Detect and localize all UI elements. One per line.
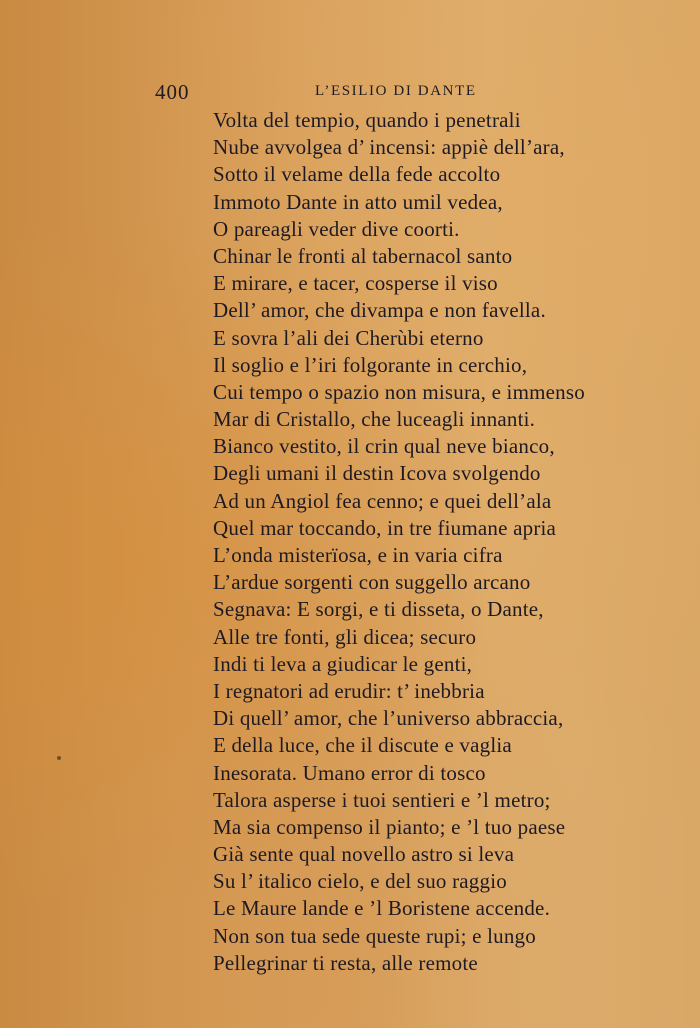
verse-line: Ma sia compenso il pianto; e ’l tuo paese — [213, 814, 566, 839]
verse-line: O pareagli veder dive coorti. — [213, 216, 460, 241]
verse-line: Volta del tempio, quando i penetrali — [213, 108, 521, 132]
verse-line: Il soglio e l’iri folgorante in cerchio, — [213, 352, 528, 377]
poem-text — [213, 107, 585, 977]
verse-line: Chinar le fronti al tabernacol santo — [213, 243, 513, 268]
verse-line: Alle tre fonti, gli dicea; securo — [213, 624, 477, 649]
verse-line: Ad un Angiol fea cenno; e quei dell’ala — [213, 488, 552, 513]
verse-line: Cui tempo o spazio non misura, e immenso — [213, 379, 585, 404]
page-header — [155, 80, 575, 104]
verse-line: I regnatori ad erudir: t’ inebbria — [213, 678, 485, 703]
verse-line: Quel mar toccando, in tre fiumane apria — [213, 515, 557, 540]
verse-line: Le Maure lande e ’l Boristene accende. — [213, 896, 551, 921]
verse-line: Inesorata. Umano error di tosco — [213, 760, 486, 785]
verse-line: E sovra l’ali dei Cherùbi eterno — [213, 325, 484, 350]
verse-line: Indi ti leva a giudicar le genti, — [213, 651, 473, 676]
verse-line: E mirare, e tacer, cosperse il viso — [213, 271, 498, 296]
verse-line: Immoto Dante in atto umil vedea, — [213, 189, 503, 214]
verse-line: Degli umani il destin Icova svolgendo — [213, 461, 541, 486]
paper-speck — [57, 756, 61, 760]
verse-line: Mar di Cristallo, che luceagli innanti. — [213, 407, 536, 432]
verse-line: Di quell’ amor, che l’universo abbraccia, — [213, 706, 564, 731]
verse-line: Sotto il velame della fede accolto — [213, 162, 501, 187]
verse-line: Nube avvolgea d’ incensi: appiè dell’ara, — [213, 135, 565, 160]
page-number: 400 — [155, 80, 190, 104]
verse-line: Non son tua sede queste rupi; e lungo — [213, 923, 536, 948]
verse-line: E della luce, che il discute e vaglia — [213, 733, 512, 758]
verse-line: Bianco vestito, il crin qual neve bianco, — [213, 434, 555, 459]
verse-line: Dell’ amor, che divampa e non favella. — [213, 298, 546, 323]
verse-line: Talora asperse i tuoi sentieri e ’l metro; — [213, 787, 551, 812]
verse-line: L’onda misterïosa, e in varia cifra — [213, 543, 503, 567]
verse-line: Su l’ italico cielo, e del suo raggio — [213, 869, 507, 894]
verse-line: Pellegrinar ti resta, alle remote — [213, 950, 478, 975]
verse-line: L’ardue sorgenti con suggello arcano — [213, 570, 531, 595]
verse-line: Segnava: E sorgi, e ti disseta, o Dante, — [213, 597, 544, 622]
running-title: L’ESILIO DI DANTE — [315, 83, 477, 99]
verse-line: Già sente qual novello astro si leva — [213, 842, 515, 867]
